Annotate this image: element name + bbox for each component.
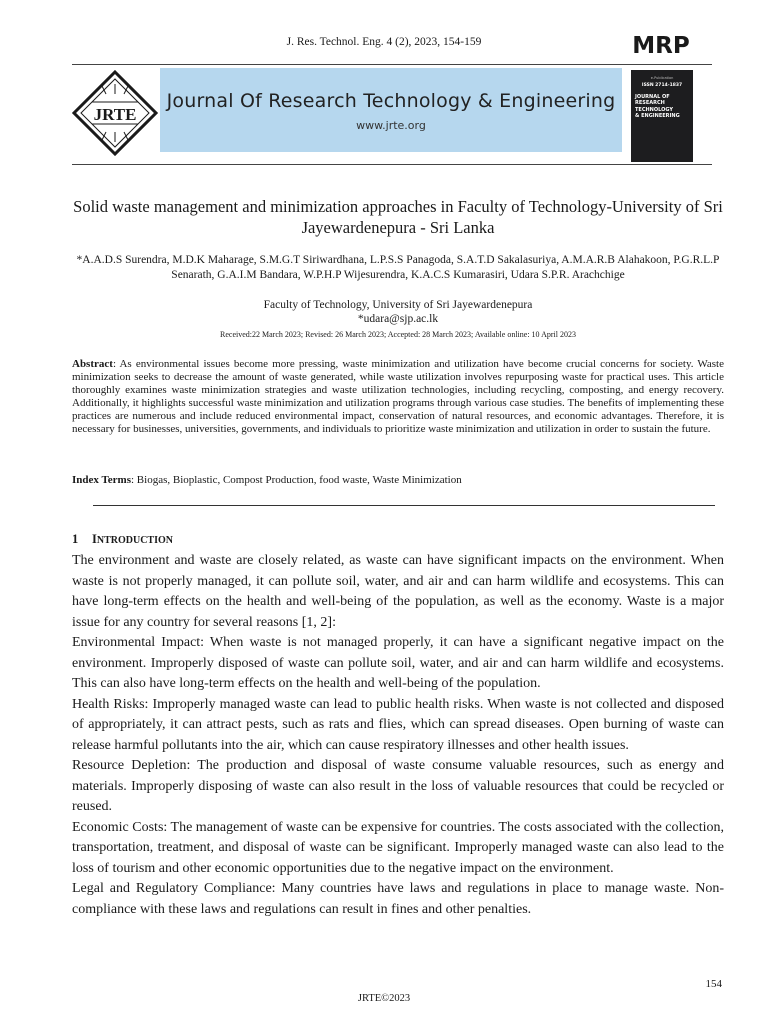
- section-divider: [93, 505, 715, 506]
- section-heading-initial: I: [92, 532, 97, 546]
- index-terms-text: : Biogas, Bioplastic, Compost Production, food waste, Waste Minimization: [131, 474, 462, 486]
- cover-title: JOURNAL OF RESEARCH TECHNOLOGY & ENGINEERING: [635, 94, 680, 119]
- article-title: Solid waste management and minimization approaches in Faculty of Technology-University of Sri Jayewardenepura - Sri Lanka: [73, 197, 723, 237]
- section-body: [72, 551, 724, 920]
- body-paragraph: Resource Depletion: The production and disposal of waste consume valuable resources, such as energy and materials. Improperly disposing of waste can also result in the loss of valuable resources that could be recycled or reused.: [72, 758, 724, 814]
- affiliation-block: [72, 298, 724, 326]
- header-bottom-rule: [72, 164, 712, 165]
- index-terms-label: Index Terms: [72, 474, 131, 486]
- mrp-publisher-logo: [628, 29, 694, 59]
- corresponding-email[interactable]: *udara@sjp.ac.lk: [357, 313, 439, 325]
- journal-url[interactable]: www.jrte.org: [356, 119, 426, 132]
- journal-cover-thumbnail: [631, 70, 693, 162]
- journal-banner: [160, 68, 622, 152]
- page-number: 154: [705, 978, 722, 990]
- abstract-text: : As environmental issues become more pressing, waste minimization and utilization have become crucial concerns for society. Waste minimization seeks to decrease the amount of waste generated, while waste utilization involves repurposing waste for practical uses. This article thoroughly examines waste minimization strategies and waste utilization technologies, including recycling, composting, and energy recovery. Additionally, it highlights successful waste minimization and utilization programs through various case studies. The benefits of implementing these practices are numerous and include reduced environmental impact, conservation of natural resources, and economic advantages. Therefore, it is necessary for businesses, universities, governments, and individuals to prioritize waste minimization and utilization in order to sustain the future.: [72, 358, 724, 435]
- affiliation: Faculty of Technology, University of Sri Jayewardenepura: [263, 299, 533, 311]
- article-authors: *A.A.D.S Surendra, M.D.K Maharage, S.M.G.T Siriwardhana, L.P.S.S Panagoda, S.A.T.D Sakalasuriya, A.M.A.R.B Alahakoon, P.G.R.L.P Senarath, G.A.I.M Bandara, W.P.H.P Wijesurendra, K.A.C.S Kumarasiri, Udara S.P.R. Arachchige: [76, 254, 720, 281]
- section-number: 1: [72, 532, 79, 546]
- cover-issn: ISSN 2714-1837: [641, 83, 683, 88]
- body-paragraph: Economic Costs: The management of waste can be expensive for countries. The costs associated with the collection, transportation, treatment, and disposal of waste can be significant. Improperly managed waste can also lead to the loss of tourism and other economic opportunities due to the negative impact on the environment.: [72, 819, 724, 876]
- body-paragraph: Legal and Regulatory Compliance: Many countries have laws and regulations in place to manage waste. Non-compliance with these laws and regulations can result in fines and other penalties.: [72, 881, 724, 917]
- mrp-logo-text: MRP: [632, 33, 690, 59]
- abstract-label: Abstract: [72, 358, 113, 370]
- body-paragraph: Environmental Impact: When waste is not managed properly, it can have a significant negative impact on the environment. Improperly disposed of waste can pollute soil, water, and air and can harm wildlife and ecosystems. This can also have long-term effects on the health and well-being of the population.: [72, 635, 724, 691]
- header-top-rule: [72, 64, 712, 65]
- journal-citation: J. Res. Technol. Eng. 4 (2), 2023, 154-159: [286, 36, 482, 48]
- section-heading-rest: NTRODUCTION: [96, 535, 173, 546]
- jrte-logo-text: JRTE: [93, 105, 137, 124]
- cover-top-line: e-Publication: [650, 76, 674, 80]
- jrte-logo: [72, 70, 158, 156]
- article-dates: Received:22 March 2023; Revised: 26 March 2023; Accepted: 28 March 2023; Available online: 10 April 2023: [220, 330, 576, 339]
- index-terms: [72, 474, 724, 486]
- body-paragraph: The environment and waste are closely related, as waste can have significant impacts on the environment. When waste is not properly managed, it can pollute soil, water, and air and can harm wildlife and ecosystems. This can have long-term effects on the health and well-being of the population, as well as the economy. Waste is a major issue for any country for several reasons [1, 2]:: [72, 553, 724, 630]
- body-paragraph: Health Risks: Improperly managed waste can lead to public health risks. When waste is not collected and disposed of appropriately, it can attract pests, such as rats and flies, which can spread diseases. Open burning of waste can release harmful pollutants into the air, which can cause respiratory illnesses and other health issues.: [72, 696, 724, 753]
- footer-copyright: JRTE©2023: [357, 993, 411, 1004]
- section-heading: [72, 532, 173, 547]
- journal-name: Journal Of Research Technology & Engineering: [166, 90, 616, 112]
- abstract: [72, 358, 724, 436]
